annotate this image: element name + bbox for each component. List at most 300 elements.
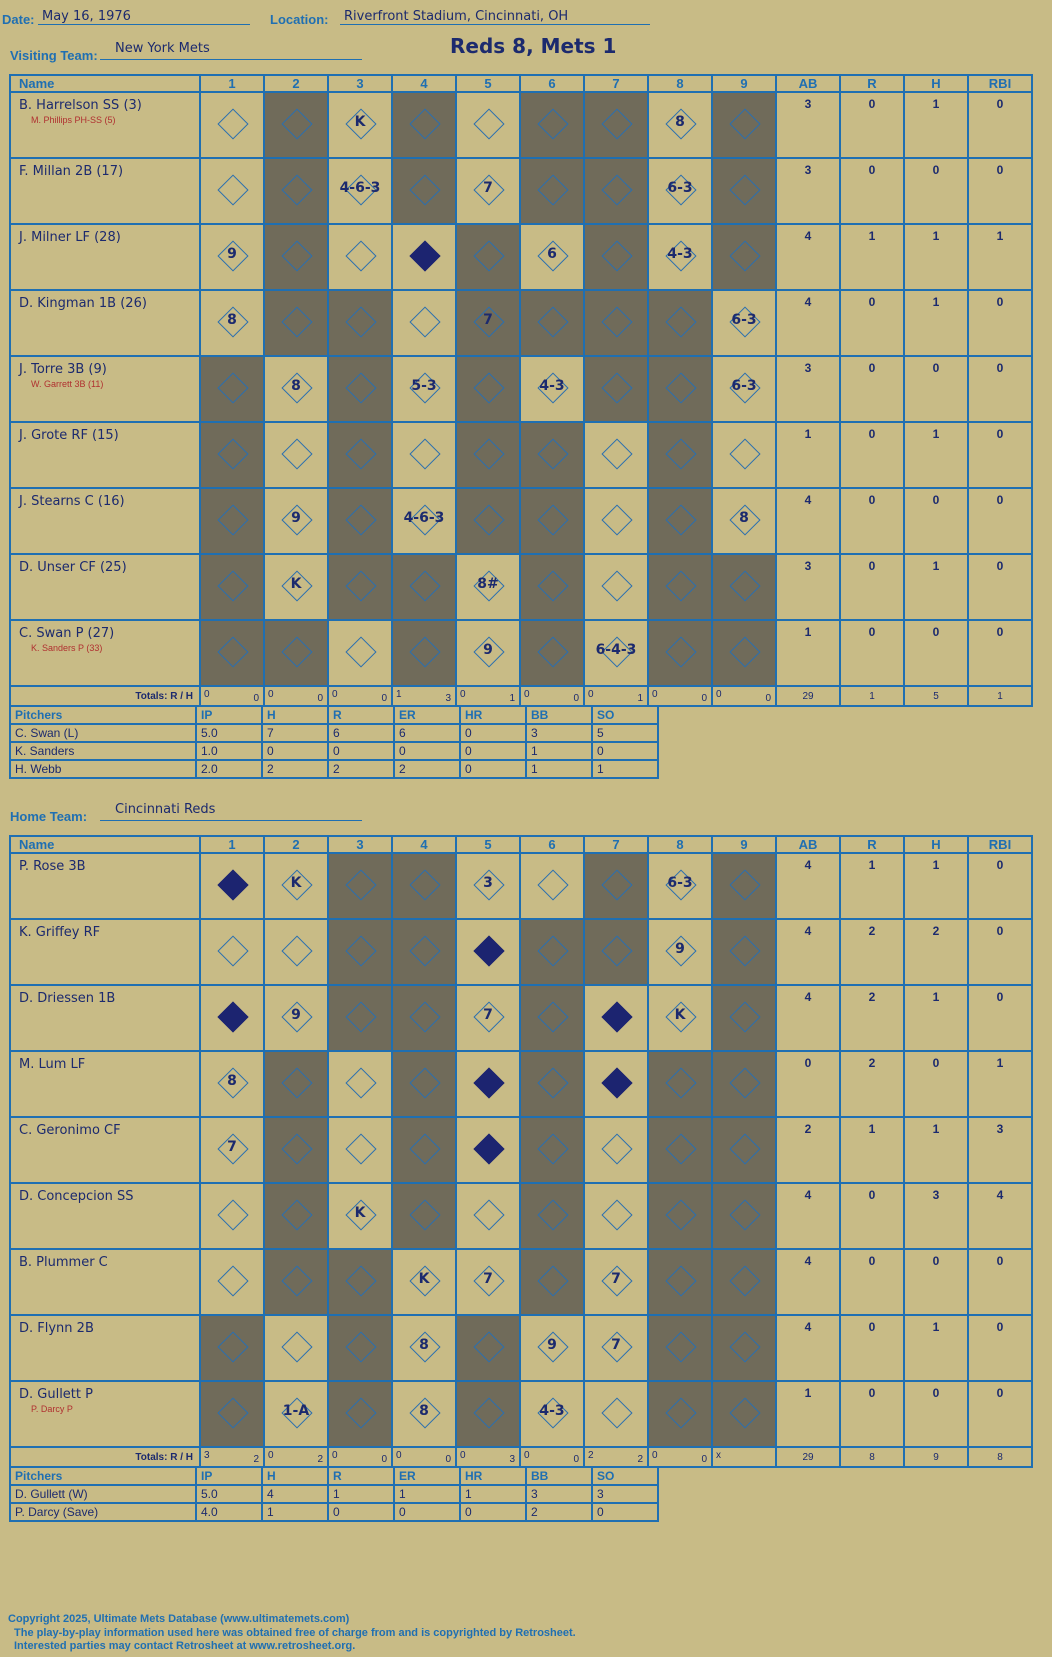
batter-name: D. Gullett P [19,1387,93,1402]
batter-name: J. Stearns C (16) [19,494,125,509]
base-diamond [281,636,312,667]
pitcher-col: SO [592,706,658,724]
play-notation: K [290,576,302,592]
visiting-col-7: 7 [584,75,648,92]
visiting-col-2: 2 [264,75,328,92]
stat-r: 0 [840,290,904,356]
base-diamond [537,570,568,601]
base-diamond [601,174,632,205]
stat-rbi: 3 [968,1117,1032,1183]
home-col-9: 9 [712,836,776,853]
base-diamond [601,570,632,601]
play-notation: 4-6-3 [403,510,445,526]
pitcher-cell: C. Swan (L) [10,724,196,742]
base-diamond [729,1265,760,1296]
base-diamond [217,504,248,535]
base-diamond [281,1133,312,1164]
visiting-col-3: 3 [328,75,392,92]
base-diamond [345,372,376,403]
base-diamond [537,174,568,205]
home-team: Cincinnati Reds [115,802,216,817]
base-diamond [537,504,568,535]
base-diamond [345,1265,376,1296]
base-diamond [345,1397,376,1428]
home-pitchers [9,1466,659,1522]
stat-r: 0 [840,92,904,158]
pitcher-cell: 1 [460,1485,526,1503]
pitcher-cell: 0 [328,1503,394,1521]
stat-h: 0 [904,356,968,422]
base-diamond [729,1067,760,1098]
batter-name: J. Torre 3B (9) [19,362,107,377]
stat-h: 0 [904,1051,968,1117]
pitcher-cell: K. Sanders [10,742,196,760]
base-diamond [217,108,248,139]
play-notation: 9 [547,1337,557,1353]
pitcher-cell: D. Gullett (W) [10,1485,196,1503]
base-diamond [729,240,760,271]
base-diamond [729,636,760,667]
pitcher-col: HR [460,706,526,724]
stat-ab: 4 [776,1183,840,1249]
base-diamond [537,1265,568,1296]
base-diamond [281,1331,312,1362]
pitcher-cell: 5.0 [196,724,262,742]
base-diamond [217,636,248,667]
base-diamond [281,174,312,205]
base-diamond [409,174,440,205]
stat-ab: 3 [776,356,840,422]
pitcher-cell: 1 [394,1485,460,1503]
play-notation: 4-3 [539,378,565,394]
base-diamond [601,108,632,139]
play-notation: 6-4-3 [595,642,637,658]
pitcher-col: Pitchers [10,1467,196,1485]
date-value: May 16, 1976 [42,9,131,24]
stat-r: 0 [840,620,904,686]
stat-rbi: 0 [968,422,1032,488]
table-row [10,554,1032,620]
stat-rbi: 0 [968,919,1032,985]
inning-total: 0 0 [392,1447,456,1467]
base-diamond [473,1331,504,1362]
base-diamond [409,1133,440,1164]
home-col-3: 3 [328,836,392,853]
total-sum: 29 [776,686,840,706]
stat-r: 1 [840,224,904,290]
base-diamond [409,240,440,271]
inning-total: 0 0 [648,686,712,706]
table-row [10,985,1032,1051]
base-diamond [665,570,696,601]
total-sum: 8 [840,1447,904,1467]
base-diamond [665,1397,696,1428]
home-col-name: Name [10,836,200,853]
visiting-col-ab: AB [776,75,840,92]
home-scorecard [9,835,1033,1468]
totals-label: Totals: R / H [10,1447,200,1467]
pitcher-cell: 0 [262,742,328,760]
base-diamond [665,1133,696,1164]
base-diamond [473,1067,504,1098]
table-row [10,92,1032,158]
pitcher-cell: 1 [328,1485,394,1503]
pitcher-cell: 0 [460,742,526,760]
pitcher-col: H [262,706,328,724]
base-diamond [729,1331,760,1362]
inning-total: 0 0 [328,686,392,706]
base-diamond [409,108,440,139]
base-diamond [345,935,376,966]
stat-ab: 3 [776,158,840,224]
batter-name: D. Flynn 2B [19,1321,94,1336]
play-notation: K [290,875,302,891]
play-notation: 7 [611,1337,621,1353]
base-diamond [281,240,312,271]
play-notation: 6-3 [731,378,757,394]
stat-h: 1 [904,290,968,356]
pitcher-cell: H. Webb [10,760,196,778]
base-diamond [601,372,632,403]
footer-retrosheet: The play-by-play information used here was obtained free of charge from and is copyrighted by Retrosheet. [14,1627,576,1639]
inning-total: 0 0 [520,686,584,706]
base-diamond [601,306,632,337]
stat-h: 0 [904,620,968,686]
total-sum: 5 [904,686,968,706]
base-diamond [409,570,440,601]
base-diamond [601,240,632,271]
inning-total: x [712,1447,776,1467]
visiting-label: Visiting Team: [10,48,98,63]
visiting-col-4: 4 [392,75,456,92]
home-col-rbi: RBI [968,836,1032,853]
base-diamond [345,1001,376,1032]
base-diamond [345,438,376,469]
pitcher-cell: 2 [262,760,328,778]
stat-h: 1 [904,853,968,919]
pitcher-col: R [328,706,394,724]
base-diamond [217,1001,248,1032]
batter-name: C. Swan P (27) [19,626,115,641]
base-diamond [665,372,696,403]
base-diamond [217,1397,248,1428]
base-diamond [409,869,440,900]
base-diamond [601,1067,632,1098]
base-diamond [473,504,504,535]
play-notation: 8 [675,114,685,130]
play-notation: 8 [739,510,749,526]
pitcher-cell: 1 [526,760,592,778]
batter-name: D. Concepcion SS [19,1189,134,1204]
stat-rbi: 0 [968,1381,1032,1447]
stat-ab: 1 [776,620,840,686]
visiting-col-r: R [840,75,904,92]
stat-ab: 4 [776,853,840,919]
pitcher-cell: 4 [262,1485,328,1503]
total-sum: 29 [776,1447,840,1467]
pitcher-cell: 5.0 [196,1485,262,1503]
base-diamond [729,1001,760,1032]
base-diamond [537,869,568,900]
pitcher-col: ER [394,706,460,724]
base-diamond [473,240,504,271]
base-diamond [281,306,312,337]
pitcher-col: Pitchers [10,706,196,724]
base-diamond [217,869,248,900]
play-notation: 4-6-3 [339,180,381,196]
play-notation: 7 [483,1271,493,1287]
visiting-col-1: 1 [200,75,264,92]
table-row [10,158,1032,224]
base-diamond [473,1397,504,1428]
stat-h: 0 [904,1249,968,1315]
home-col-1: 1 [200,836,264,853]
base-diamond [537,1133,568,1164]
base-diamond [345,1067,376,1098]
play-notation: 8 [227,312,237,328]
base-diamond [345,240,376,271]
stat-h: 0 [904,488,968,554]
play-notation: 8 [291,378,301,394]
stat-rbi: 0 [968,985,1032,1051]
base-diamond [473,438,504,469]
stat-rbi: 0 [968,1249,1032,1315]
base-diamond [345,636,376,667]
stat-r: 2 [840,919,904,985]
home-col-ab: AB [776,836,840,853]
stat-h: 2 [904,919,968,985]
inning-total: 0 0 [520,1447,584,1467]
batter-name: D. Driessen 1B [19,991,116,1006]
substitute-name: M. Phillips PH-SS (5) [31,115,116,125]
batter-name: J. Milner LF (28) [19,230,121,245]
pitcher-cell: 6 [394,724,460,742]
base-diamond [729,1133,760,1164]
pitcher-col: BB [526,1467,592,1485]
location-value: Riverfront Stadium, Cincinnati, OH [344,9,569,24]
base-diamond [345,570,376,601]
total-sum: 9 [904,1447,968,1467]
stat-r: 0 [840,1249,904,1315]
play-notation: 6-3 [667,180,693,196]
batter-name: J. Grote RF (15) [19,428,119,443]
pitcher-col: ER [394,1467,460,1485]
stat-rbi: 1 [968,224,1032,290]
home-col-4: 4 [392,836,456,853]
base-diamond [601,1397,632,1428]
stat-rbi: 0 [968,853,1032,919]
game-title: Reds 8, Mets 1 [450,34,617,58]
base-diamond [729,438,760,469]
visiting-scorecard [9,74,1033,707]
table-row [10,1051,1032,1117]
pitcher-cell: 2 [526,1503,592,1521]
stat-r: 0 [840,554,904,620]
stat-r: 0 [840,1183,904,1249]
stat-rbi: 0 [968,290,1032,356]
play-notation: 9 [675,941,685,957]
base-diamond [473,1133,504,1164]
base-diamond [729,869,760,900]
stat-ab: 4 [776,1249,840,1315]
stat-ab: 1 [776,422,840,488]
inning-total: 3 2 [200,1447,264,1467]
inning-total: 0 3 [456,1447,520,1467]
table-row [10,853,1032,919]
stat-h: 1 [904,554,968,620]
stat-r: 0 [840,1381,904,1447]
inning-total: 1 3 [392,686,456,706]
table-row [10,290,1032,356]
base-diamond [217,1331,248,1362]
visiting-col-h: H [904,75,968,92]
visiting-col-rbi: RBI [968,75,1032,92]
pitcher-cell: 0 [394,1503,460,1521]
base-diamond [217,570,248,601]
stat-r: 2 [840,1051,904,1117]
play-notation: 6-3 [667,875,693,891]
base-diamond [409,438,440,469]
play-notation: K [354,1205,366,1221]
play-notation: 9 [291,1007,301,1023]
stat-r: 0 [840,356,904,422]
pitcher-cell: 1 [262,1503,328,1521]
base-diamond [665,1331,696,1362]
table-row [10,919,1032,985]
inning-total: 0 2 [264,1447,328,1467]
pitcher-cell: 2 [394,760,460,778]
stat-rbi: 1 [968,1051,1032,1117]
home-label: Home Team: [10,809,88,824]
pitcher-cell: 0 [592,742,658,760]
base-diamond [601,869,632,900]
base-diamond [601,935,632,966]
stat-ab: 4 [776,224,840,290]
stat-ab: 3 [776,554,840,620]
play-notation: 3 [483,875,493,891]
visiting-col-9: 9 [712,75,776,92]
stat-ab: 4 [776,488,840,554]
footer-contact: Interested parties may contact Retrosheet at www.retrosheet.org. [14,1640,356,1652]
batter-name: D. Kingman 1B (26) [19,296,147,311]
table-row [10,422,1032,488]
base-diamond [537,1067,568,1098]
base-diamond [601,1001,632,1032]
batter-name: P. Rose 3B [19,859,86,874]
pitcher-cell: 0 [394,742,460,760]
base-diamond [537,306,568,337]
base-diamond [217,1199,248,1230]
pitcher-cell: 4.0 [196,1503,262,1521]
base-diamond [665,1067,696,1098]
base-diamond [281,438,312,469]
stat-h: 1 [904,1315,968,1381]
home-col-h: H [904,836,968,853]
table-row [10,760,658,778]
play-notation: 4-3 [667,246,693,262]
batter-name: D. Unser CF (25) [19,560,127,575]
base-diamond [665,504,696,535]
base-diamond [473,372,504,403]
stat-ab: 2 [776,1117,840,1183]
pitcher-cell: P. Darcy (Save) [10,1503,196,1521]
stat-ab: 3 [776,92,840,158]
base-diamond [665,636,696,667]
stat-h: 1 [904,224,968,290]
table-row [10,1381,1032,1447]
table-row [10,620,1032,686]
stat-ab: 4 [776,919,840,985]
stat-r: 0 [840,1315,904,1381]
base-diamond [665,1199,696,1230]
base-diamond [537,1001,568,1032]
substitute-name: K. Sanders P (33) [31,643,103,653]
base-diamond [729,935,760,966]
base-diamond [281,1067,312,1098]
play-notation: 9 [227,246,237,262]
play-notation: 8 [419,1403,429,1419]
home-col-8: 8 [648,836,712,853]
base-diamond [537,636,568,667]
play-notation: 4-3 [539,1403,565,1419]
home-col-2: 2 [264,836,328,853]
base-diamond [409,1199,440,1230]
base-diamond [217,1265,248,1296]
base-diamond [217,935,248,966]
play-notation: 7 [611,1271,621,1287]
stat-h: 3 [904,1183,968,1249]
total-sum: 1 [968,686,1032,706]
home-col-5: 5 [456,836,520,853]
play-notation: 5-3 [411,378,437,394]
base-diamond [345,1331,376,1362]
visiting-col-6: 6 [520,75,584,92]
base-diamond [729,108,760,139]
stat-ab: 4 [776,1315,840,1381]
date-label: Date: [2,12,35,27]
pitcher-cell: 0 [592,1503,658,1521]
stat-r: 1 [840,853,904,919]
stat-h: 1 [904,985,968,1051]
table-row [10,224,1032,290]
pitcher-cell: 2.0 [196,760,262,778]
base-diamond [473,1199,504,1230]
base-diamond [537,108,568,139]
play-notation: K [418,1271,430,1287]
home-col-7: 7 [584,836,648,853]
base-diamond [281,935,312,966]
base-diamond [665,306,696,337]
pitcher-cell: 5 [592,724,658,742]
batter-name: B. Harrelson SS (3) [19,98,142,113]
pitcher-col: H [262,1467,328,1485]
stat-rbi: 0 [968,158,1032,224]
base-diamond [409,636,440,667]
stat-r: 1 [840,1117,904,1183]
base-diamond [473,935,504,966]
substitute-name: P. Darcy P [31,1404,73,1414]
base-diamond [281,1265,312,1296]
base-diamond [409,1001,440,1032]
visiting-pitchers [9,705,659,779]
pitcher-col: IP [196,706,262,724]
totals-label: Totals: R / H [10,686,200,706]
inning-total: 0 1 [584,686,648,706]
table-row [10,1315,1032,1381]
base-diamond [473,108,504,139]
table-row [10,742,658,760]
base-diamond [217,174,248,205]
